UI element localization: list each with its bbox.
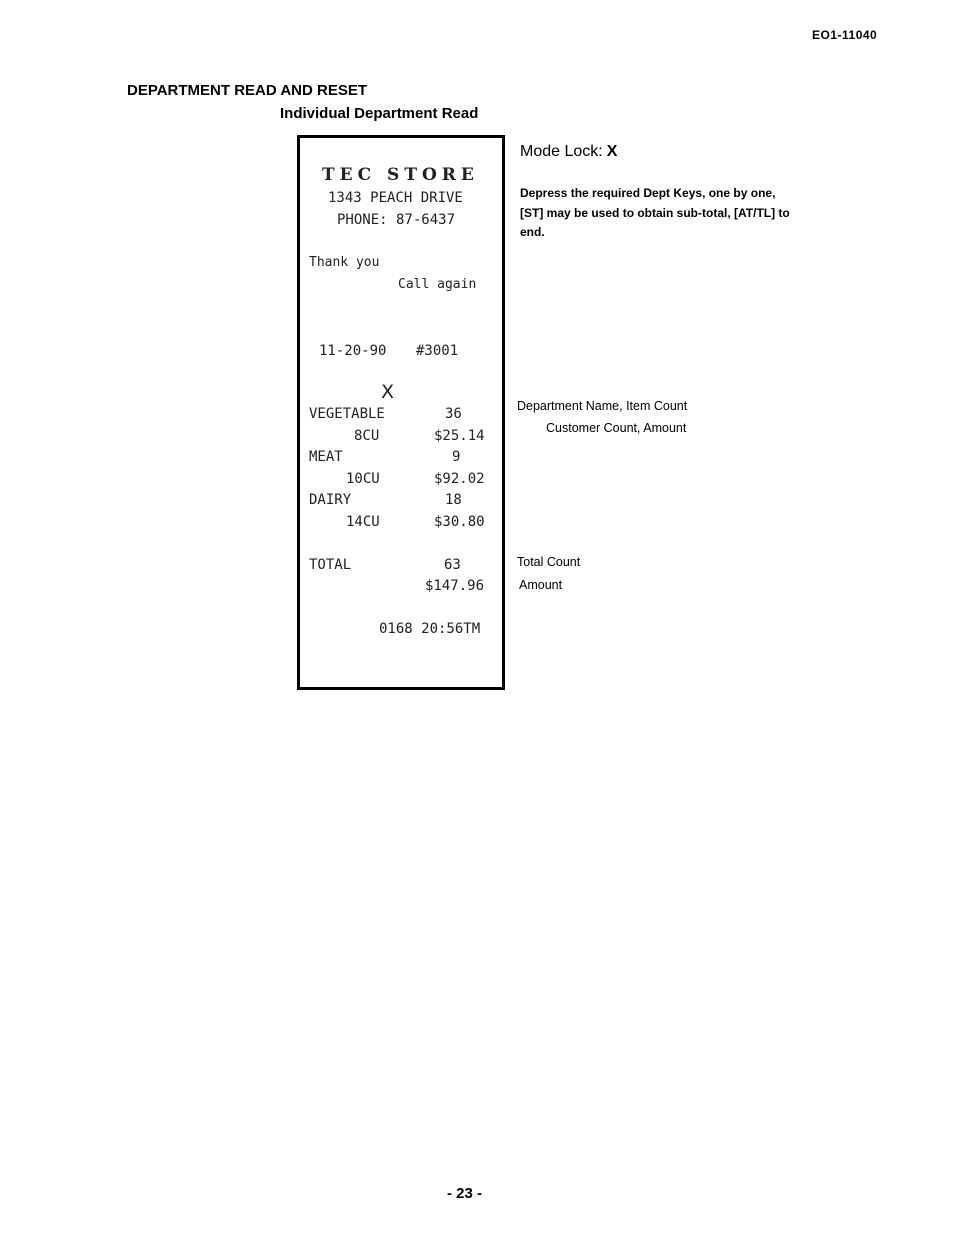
note-dept-line1: Department Name, Item Count [517,399,688,413]
instruction-line: end. [520,225,545,239]
dept-customer-count: 14CU [346,514,380,530]
instruction-line: Depress the required Dept Keys, one by one, [520,186,776,200]
dept-item-count: 9 [452,449,461,465]
section-subtitle: Individual Department Read [280,105,479,122]
receipt-store-name: TEC STORE [322,165,479,185]
dept-item-count: 36 [445,406,462,422]
receipt-phone: PHONE: 87-6437 [337,212,456,228]
receipt-total-count: 63 [444,557,461,573]
receipt-total-amount: $147.96 [425,578,485,594]
receipt-address: 1343 PEACH DRIVE [328,190,463,206]
receipt-thanks: Thank you [309,255,380,270]
dept-item-count: 18 [445,492,462,508]
note-dept-line2: Customer Count, Amount [546,421,687,435]
document-id: EO1-11040 [812,28,878,42]
dept-amount: $30.80 [434,514,485,530]
dept-customer-count: 10CU [346,471,380,487]
page-number: - 23 - [447,1185,483,1202]
receipt [297,135,505,690]
dept-amount: $25.14 [434,428,485,444]
dept-name: VEGETABLE [309,406,385,422]
section-title: DEPARTMENT READ AND RESET [127,82,368,99]
mode-lock-value: X [606,143,618,160]
dept-customer-count: 8CU [354,428,380,444]
receipt-call-again: Call again [398,277,477,292]
dept-name: DAIRY [309,492,352,508]
dept-name: MEAT [309,449,343,465]
receipt-footer: 0168 20:56TM [379,621,481,637]
note-total-line2: Amount [519,578,563,592]
instruction-line: [ST] may be used to obtain sub-total, [AT/TL] to [520,206,790,220]
receipt-date: 11-20-90 [319,343,387,359]
mode-lock [520,143,617,161]
note-total-line1: Total Count [517,555,581,569]
dept-amount: $92.02 [434,471,485,487]
mode-lock-label: Mode Lock: [520,143,603,160]
receipt-number: #3001 [416,343,459,359]
receipt-total-label: TOTAL [309,557,352,573]
receipt-mode-symbol: X [381,381,395,403]
